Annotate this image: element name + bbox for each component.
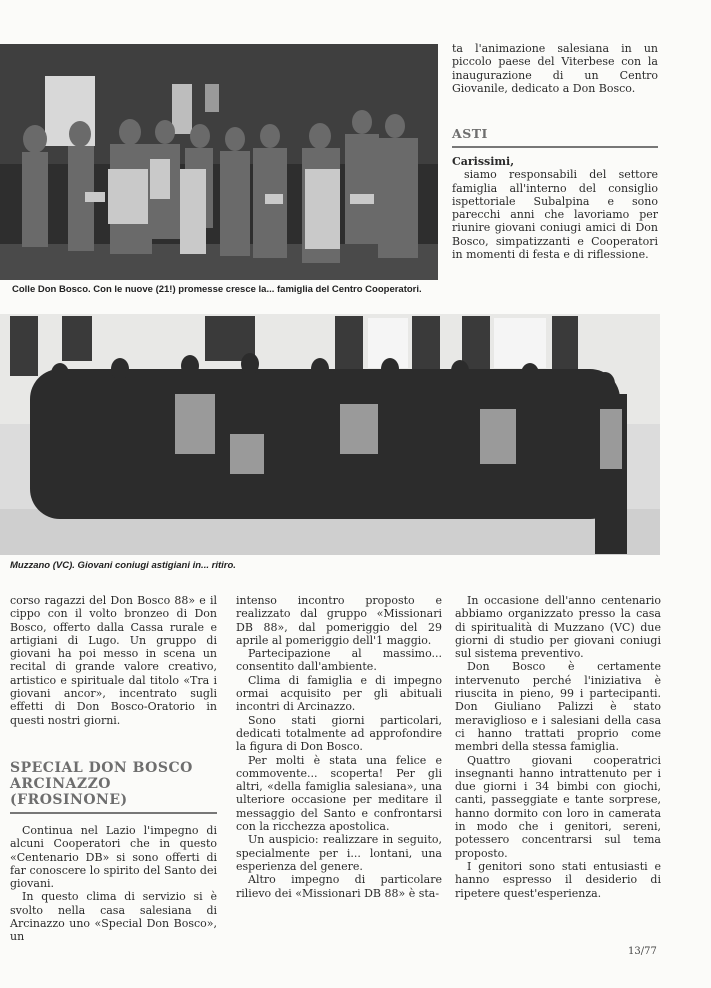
col3-paragraph-2: Don Bosco è certamente intervenuto perché l'iniziativa è riuscita in pieno, 99 i partecipanti. Don Giuliano Palizzi è stato meraviglioso e i salesiani della casa ci hanno trattati proprio come membri della stessa famiglia. xyxy=(455,660,661,754)
col1-paragraph-2: Continua nel Lazio l'impegno di alcuni Cooperatori che in questo «Centenario DB» si sono offerti di far conoscere lo spirito del Santo dei giovani. xyxy=(10,824,217,891)
asti-letter xyxy=(452,155,658,261)
col2-paragraph-3: Clima di famiglia e di impegno ormai acquisito per gli abituali incontri di Arcinazzo. xyxy=(236,673,442,714)
col2-paragraph-2: Partecipazione al massimo... consentito dall'ambiente. xyxy=(236,647,442,674)
heading-asti-rule xyxy=(452,146,658,148)
page-number: 13/77 xyxy=(628,946,657,957)
asti-greeting: Carissimi, xyxy=(452,155,515,168)
col3-paragraph-4: I genitori sono stati entusiasti e hanno espresso il desiderio di ripetere quest'esperienza. xyxy=(455,859,661,900)
photo-muzzano-caption: Muzzano (VC). Giovani coniugi astigiani in... ritiro. xyxy=(10,560,236,571)
col1-paragraph-1: corso ragazzi del Don Bosco 88» e il cippo con il volto bronzeo di Don Bosco, offerto dalla Cassa rurale e artigiani di Lugo. Un gruppo di giovani ha poi messo in scena un recital di grande valore creativo, artistico e spirituale dal titolo «Tra i giovani ancor», incentrato sugli effetti di Don Bosco-Oratorio in questi nostri giorni. xyxy=(10,594,217,727)
col3-paragraph-1: In occasione dell'anno centenario abbiamo organizzato presso la casa di spiritualità di Muzzano (VC) due giorni di studio per giovani coniugi sul sistema preventivo. xyxy=(455,594,661,661)
photo-muzzano xyxy=(0,314,660,555)
column-1-continued xyxy=(10,824,217,944)
photo-colle-don-bosco xyxy=(0,44,438,280)
photo-colle-don-bosco-caption: Colle Don Bosco. Con le nuove (21!) promesse cresce la... famiglia del Centro Cooperatori. xyxy=(12,284,422,295)
top-right-column xyxy=(452,42,658,95)
col2-paragraph-5: Per molti è stata una felice e commovente... scoperta! Per gli altri, «della famiglia salesiana», una ulteriore occasione per meditare il messaggio del Santo e confrontarsi con la ricchezza apostolica. xyxy=(236,753,442,834)
col2-paragraph-6: Un auspicio: realizzare in seguito, specialmente per i... lontani, una esperienza del genere. xyxy=(236,833,442,873)
col2-paragraph-1: intenso incontro proposto e realizzato dal gruppo «Missionari DB 88», dal pomeriggio del 29 aprile al pomeriggio dell'1 maggio. xyxy=(236,594,442,647)
col2-paragraph-7: Altro impegno di particolare rilievo dei «Missionari DB 88» è sta- xyxy=(236,873,442,900)
heading-special-don-bosco: SPECIAL DON BOSCO ARCINAZZO (FROSINONE) xyxy=(10,760,193,808)
column-3 xyxy=(455,594,661,900)
photo-colle-don-bosco-image xyxy=(0,44,438,280)
asti-body: siamo responsabili del settore famiglia all'interno del consiglio ispettoriale Subalpina e sono parecchi anni che lavoriamo per riunire giovani coniugi amici di Don Bosco, simpatizzanti e Cooperatori in momenti di festa e di riflessione. xyxy=(452,168,658,262)
col3-paragraph-3: Quattro giovani cooperatrici insegnanti hanno intrattenuto per i due giorni i 34 bimbi con giochi, canti, passeggiate e tante sorprese, hanno dormito con loro in camerata in modo che i genitori, sereni, potessero concentrarsi sul tema proposto. xyxy=(455,753,661,860)
heading-special-rule xyxy=(10,812,217,814)
column-2 xyxy=(236,594,442,900)
col1-paragraph-3: In questo clima di servizio si è svolto nella casa salesiana di Arcinazzo uno «Special Don Bosco», un xyxy=(10,890,217,944)
heading-asti: ASTI xyxy=(452,126,488,141)
photo-muzzano-image xyxy=(0,314,660,555)
column-1 xyxy=(10,594,217,727)
col2-paragraph-4: Sono stati giorni particolari, dedicati totalmente ad approfondire la figura di Don Bosco. xyxy=(236,713,442,754)
top-right-intro: ta l'animazione salesiana in un piccolo paese del Viterbese con la inaugurazione di un Centro Giovanile, dedicato a Don Bosco. xyxy=(452,42,658,95)
